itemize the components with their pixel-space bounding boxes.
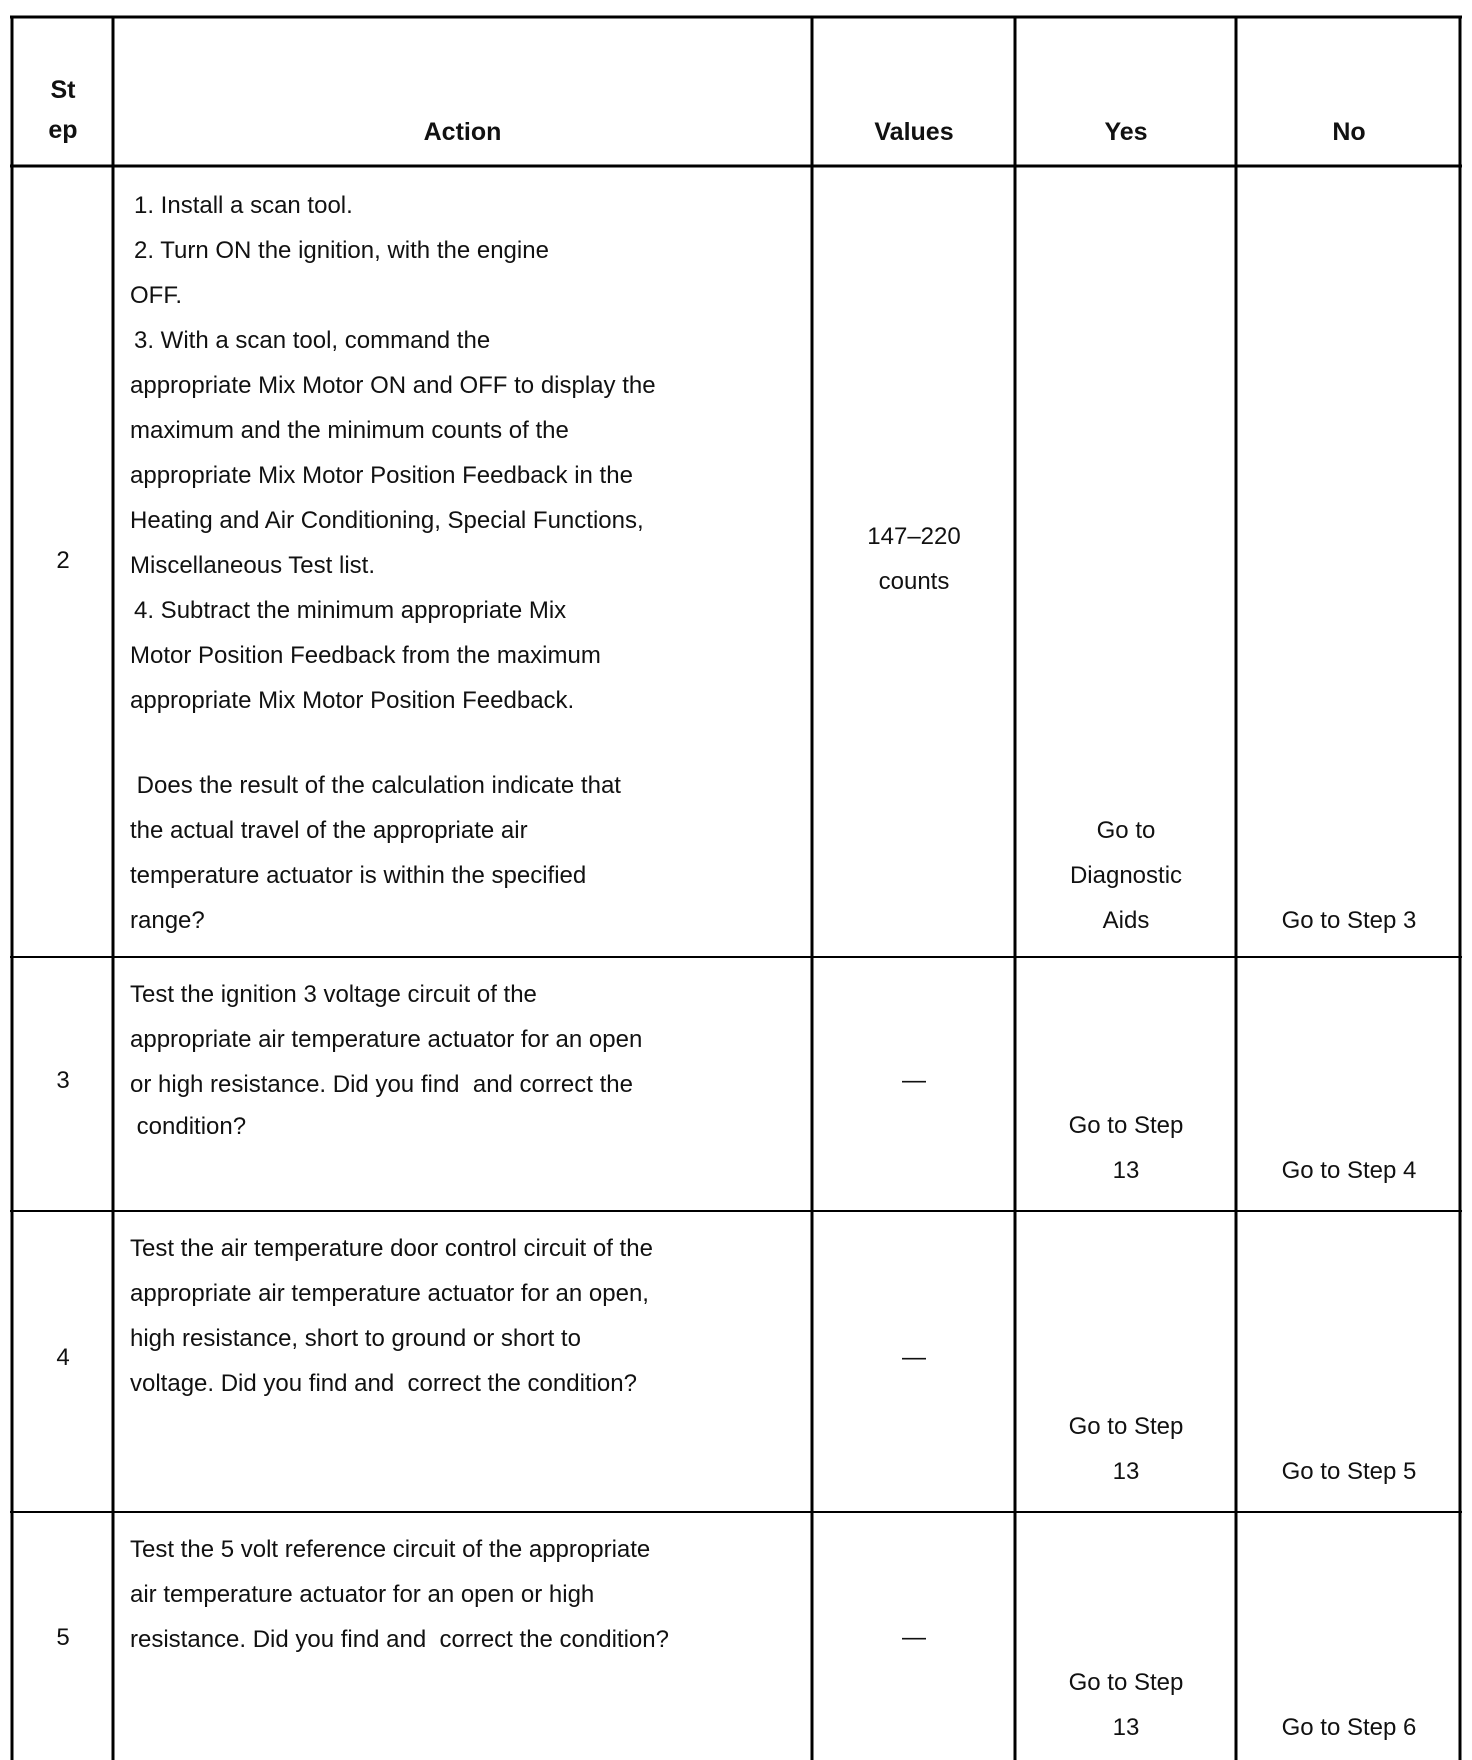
row-2-action-line: OFF. xyxy=(130,282,182,309)
row-4-yes-line: 13 xyxy=(1112,1458,1140,1485)
header-step xyxy=(14,70,112,150)
row-2-action-line: appropriate Mix Motor Position Feedback in the xyxy=(130,462,633,489)
row-4-action xyxy=(130,1226,653,1406)
row-5-action-line: resistance. Did you find and correct the condition? xyxy=(130,1626,669,1653)
row-3-action-line: condition? xyxy=(130,1113,247,1140)
row-2-yes xyxy=(1017,808,1235,943)
row-3-action-line: appropriate air temperature actuator for an open xyxy=(130,1026,643,1053)
row-3-value: — xyxy=(902,1067,926,1094)
header-yes: Yes xyxy=(1104,118,1148,146)
row-2-yes-line: Go to xyxy=(1096,817,1156,844)
row-2-action-line: Miscellaneous Test list. xyxy=(130,552,375,579)
row-2-action-line: maximum and the minimum counts of the xyxy=(130,417,569,444)
header-action: Action xyxy=(423,118,502,146)
row-2-action-line: 2. Turn ON the ignition, with the engine xyxy=(134,237,549,264)
row-4-yes xyxy=(1017,1404,1235,1494)
row-2-action-line: Motor Position Feedback from the maximum xyxy=(130,642,601,669)
row-2-question xyxy=(130,763,621,943)
header-values: Values xyxy=(874,118,954,146)
row-2-value-line: 147–220 xyxy=(867,523,961,550)
row-4-step: 4 xyxy=(56,1344,70,1371)
row-4-action-line: appropriate air temperature actuator for an open, xyxy=(130,1280,649,1307)
row-5-yes-line: 13 xyxy=(1112,1714,1140,1741)
row-2-value-line: counts xyxy=(878,568,950,595)
row-2-action-line: Heating and Air Conditioning, Special Functions, xyxy=(130,507,644,534)
row-2-no: Go to Step 3 xyxy=(1281,907,1417,934)
row-5-yes-line: Go to Step xyxy=(1068,1669,1184,1696)
row-4-action-line: voltage. Did you find and correct the condition? xyxy=(130,1370,637,1397)
row-5-action-line: air temperature actuator for an open or high xyxy=(130,1581,595,1608)
row-3-step: 3 xyxy=(56,1067,70,1094)
row-2-action xyxy=(130,183,656,723)
row-3-yes-line: 13 xyxy=(1112,1157,1140,1184)
row-3-action-line: or high resistance. Did you find and correct the xyxy=(130,1071,633,1098)
row-4-action-line: high resistance, short to ground or short to xyxy=(130,1325,581,1352)
row-4-value: — xyxy=(902,1344,926,1371)
row-5-action-line: Test the 5 volt reference circuit of the appropriate xyxy=(130,1536,651,1563)
row-2-step: 2 xyxy=(56,547,70,574)
header-step-line2: ep xyxy=(48,116,78,144)
row-5-yes xyxy=(1017,1660,1235,1750)
row-3-yes xyxy=(1017,1103,1235,1193)
row-3-action xyxy=(130,972,642,1147)
row-5-value: — xyxy=(902,1624,926,1651)
row-4-yes-line: Go to Step xyxy=(1068,1413,1184,1440)
row-2-yes-line: Diagnostic xyxy=(1069,862,1183,889)
row-2-values xyxy=(814,514,1014,604)
row-4-no: Go to Step 5 xyxy=(1281,1458,1417,1485)
row-2-action-line: 1. Install a scan tool. xyxy=(134,192,353,219)
row-2-action-line: 4. Subtract the minimum appropriate Mix xyxy=(134,597,567,624)
row-3-action-line: Test the ignition 3 voltage circuit of the xyxy=(130,981,537,1008)
header-step-line1: St xyxy=(50,76,76,104)
row-2-question-line: the actual travel of the appropriate air xyxy=(130,817,528,844)
row-3-no: Go to Step 4 xyxy=(1281,1157,1417,1184)
row-2-question-line: range? xyxy=(130,907,205,934)
row-2-question-line: temperature actuator is within the specified xyxy=(130,862,587,889)
header-no: No xyxy=(1332,118,1366,146)
row-5-no: Go to Step 6 xyxy=(1281,1714,1417,1741)
row-2-question-line: Does the result of the calculation indicate that xyxy=(130,772,621,799)
row-2-action-line: 3. With a scan tool, command the xyxy=(134,327,491,354)
row-2-action-line: appropriate Mix Motor ON and OFF to display the xyxy=(130,372,656,399)
row-5-action xyxy=(130,1527,669,1662)
row-4-action-line: Test the air temperature door control circuit of the xyxy=(130,1235,653,1262)
row-2-yes-line: Aids xyxy=(1102,907,1150,934)
row-3-yes-line: Go to Step xyxy=(1068,1112,1184,1139)
row-5-step: 5 xyxy=(56,1624,70,1651)
row-2-action-line: appropriate Mix Motor Position Feedback. xyxy=(130,687,575,714)
